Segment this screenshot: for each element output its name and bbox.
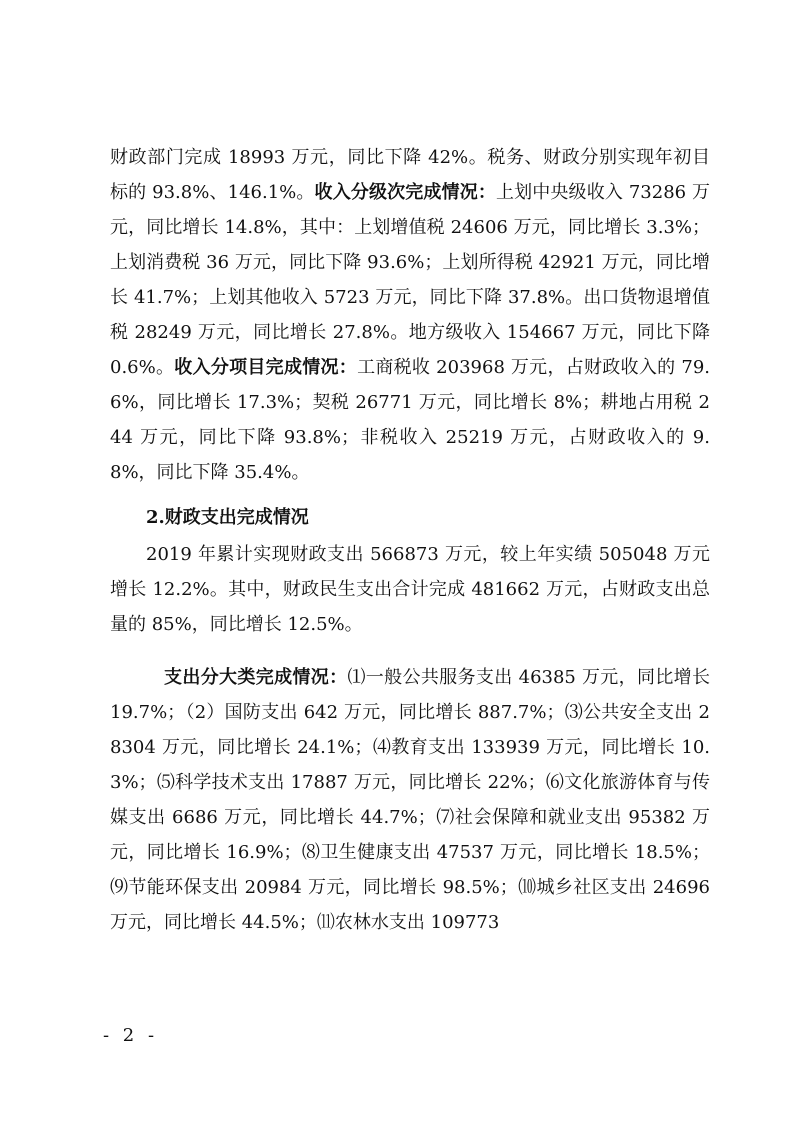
revenue-by-item-heading: 收入分项目完成情况： — [174, 357, 358, 378]
expenditure-summary-paragraph: 2019 年累计实现财政支出 566873 万元，较上年实绩 505048 万元增长 12.2%。其中，财政民生支出合计完成 481662 万元，占财政支出总量的 85%，同比增长 12.5%。 — [110, 544, 710, 635]
page-number: - 2 - — [103, 1025, 159, 1046]
revenue-by-level-heading: 收入分级次完成情况： — [314, 182, 496, 203]
revenue-intro-text: 财政部门完成 18993 万元，同比下降 42%。税务、财政分别实现年初目标的 93.8%、146.1%。 — [110, 147, 710, 203]
expenditure-by-category-heading: 支出分大类完成情况： — [164, 667, 348, 688]
revenue-paragraph — [110, 140, 710, 490]
document-body — [110, 140, 710, 940]
revenue-by-level-text: 上划中央级收入 73286 万元，同比增长 14.8%，其中：上划增值税 24606 万元，同比增长 3.3%；上划消费税 36 万元，同比下降 93.6%；上划所得税 42921 万元，同比增长 41.7%；上划其他收入 5723 万元，同比下降 37.8%。出口货物退增值税 28249 万元，同比增长 27.8%。地方级收入 154667 万元，同比下降 0.6%。 — [110, 182, 710, 378]
revenue-by-item-text: 工商税收 203968 万元，占财政收入的 79.6%，同比增长 17.3%；契税 26771 万元，同比增长 8%；耕地占用税 244 万元，同比下降 93.8%；非税收入 25219 万元，占财政收入的 9.8%，同比下降 35.4%。 — [110, 357, 711, 483]
expenditure-section-heading: 2.财政支出完成情况 — [146, 507, 309, 528]
expenditure-category-paragraph — [110, 660, 710, 940]
expenditure-by-category-text: ⑴一般公共服务支出 46385 万元，同比增长 19.7%；（2）国防支出 642 万元，同比增长 887.7%；⑶公共安全支出 28304 万元，同比增长 24.1%；⑷教育支出 133939 万元，同比增长 10.3%；⑸科学技术支出 17887 万元，同比增长 22%；⑹文化旅游体育与传媒支出 6686 万元，同比增长 44.7%；⑺社会保障和就业支出 95382 万元，同比增长 16.9%；⑻卫生健康支出 47537 万元，同比增长 18.5%；⑼节能环保支出 20984 万元，同比增长 98.5%；⑽城乡社区支出 24696 万元，同比增长 44.5%；⑾农林水支出 109773 — [110, 667, 711, 933]
